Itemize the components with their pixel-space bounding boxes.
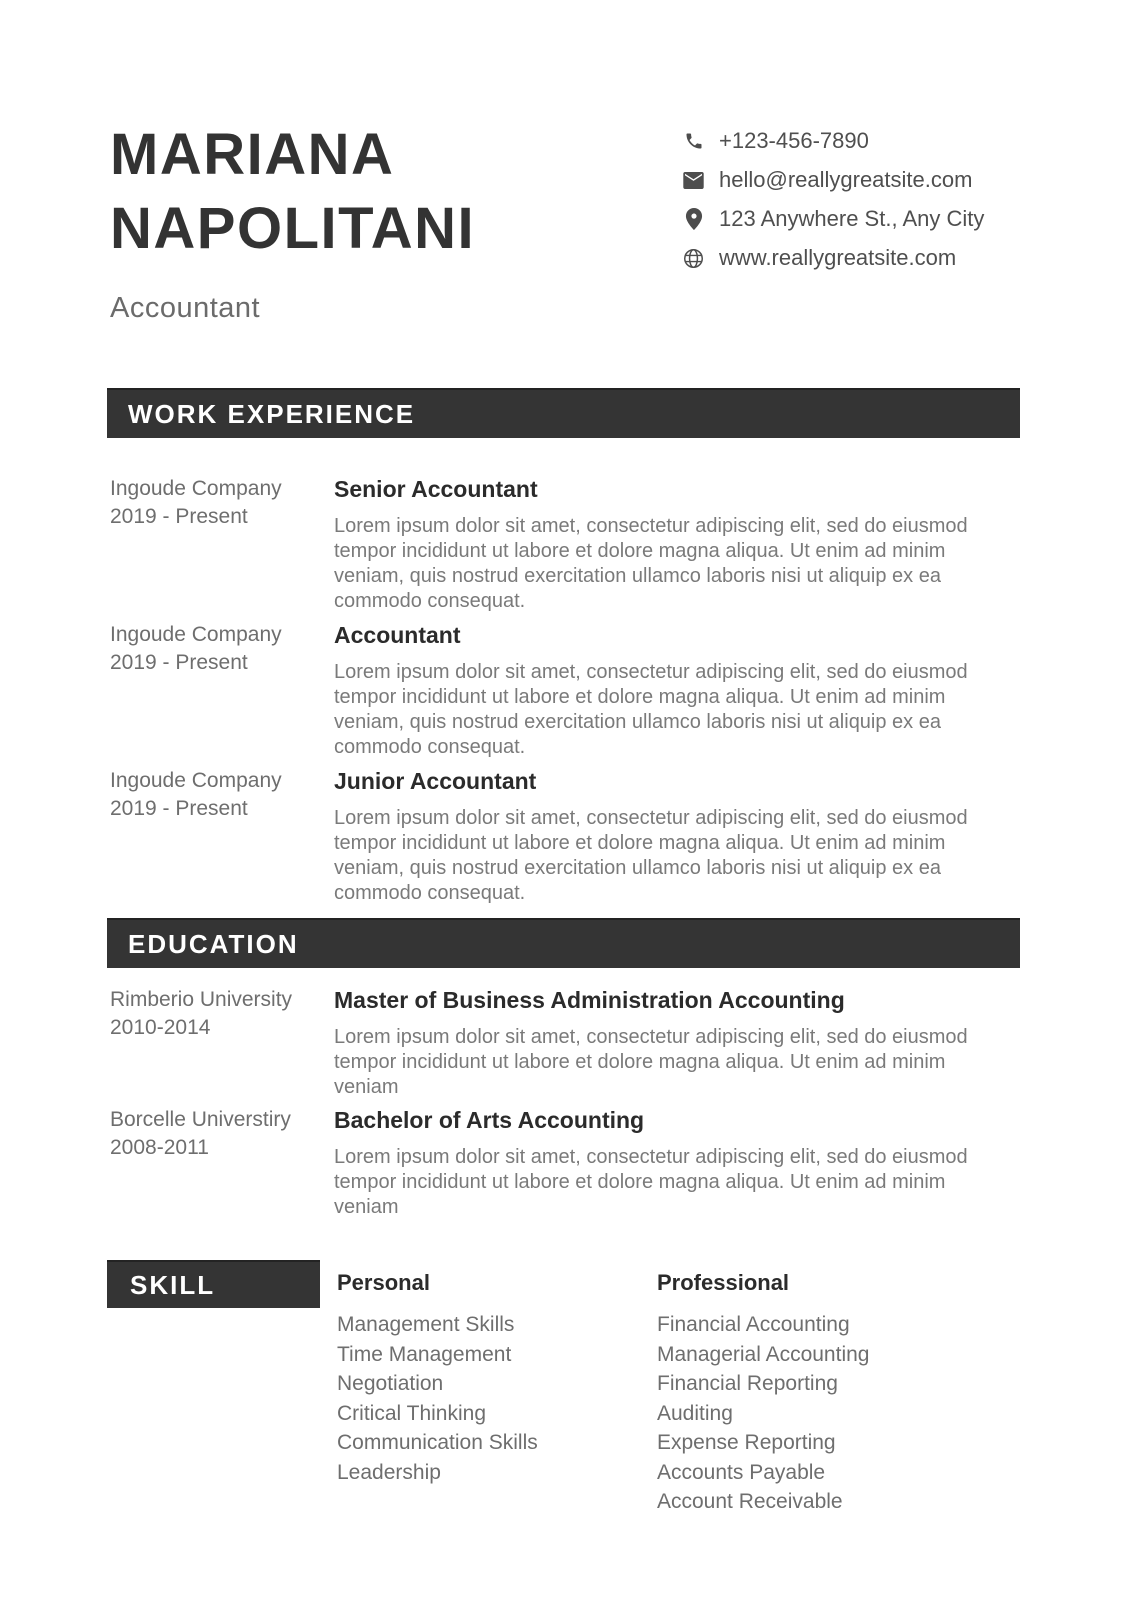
job-position-title: Accountant [334,622,461,648]
date-range: 2019 - Present [110,505,248,528]
education-entry-meta [107,986,334,1100]
skill-item: Expense Reporting [657,1431,836,1454]
name-line-1: MARIANA [110,122,395,187]
skill-item: Critical Thinking [337,1401,486,1425]
skill-item: Leadership [337,1460,441,1484]
contact-block [683,130,984,286]
education-entries [107,986,1020,1220]
personal-skills-header: Personal [337,1270,430,1295]
email-address: hello@reallygreatsite.com [719,167,973,192]
job-description: Lorem ipsum dolor sit amet, consectetur adipiscing elit, sed do eiusmod tempor incididunt ut labore et dolore magna aliqua. Ut enim ad minim veniam, quis nostrud exercitation ullamco laboris nisi ut aliquip ex ea commodo consequat. [334,807,968,904]
job-position-title: Senior Accountant [334,476,538,502]
contact-row-address [683,208,984,230]
phone-number: +123-456-7890 [719,128,869,153]
date-range: 2010-2014 [110,1016,211,1039]
job-description: Lorem ipsum dolor sit amet, consectetur adipiscing elit, sed do eiusmod tempor incididunt ut labore et dolore magna aliqua. Ut enim ad minim veniam, quis nostrud exercitation ullamco laboris nisi ut aliquip ex ea commodo consequat. [334,661,968,758]
skill-item: Communication Skills [337,1431,538,1454]
globe-icon [683,248,704,269]
name-line-2: NAPOLITANI [110,196,476,261]
contact-row-email [683,169,984,191]
education-entry-meta [107,1106,334,1220]
company-name: Ingoude Company [110,623,282,646]
skills-section [107,1260,1020,1517]
degree-description: Lorem ipsum dolor sit amet, consectetur adipiscing elit, sed do eiusmod tempor incididunt ut labore et dolore magna aliqua. Ut enim ad minim veniam [334,1146,968,1218]
education-entry [107,1106,1020,1220]
school-name: Rimberio University [110,988,293,1011]
personal-skills-list [337,1310,657,1487]
professional-skills-column [657,1260,1020,1517]
work-entry [107,475,1020,614]
contact-row-website [683,247,984,269]
company-name: Ingoude Company [110,477,282,500]
education-section-bar [107,918,1020,968]
skill-item: Auditing [657,1401,733,1425]
work-experience-section-title: WORK EXPERIENCE [128,398,416,429]
degree-title: Master of Business Administration Accounting [334,987,845,1013]
skill-item: Management Skills [337,1313,515,1336]
skill-item: Financial Reporting [657,1372,838,1395]
professional-skills-list [657,1310,1020,1517]
education-section-title: EDUCATION [128,928,299,959]
phone-icon [683,131,704,152]
work-entry-meta [107,621,334,760]
professional-skills-header: Professional [657,1270,790,1295]
contact-row-phone [683,130,984,152]
work-entry-body [334,767,984,906]
job-description: Lorem ipsum dolor sit amet, consectetur adipiscing elit, sed do eiusmod tempor incididunt ut labore et dolore magna aliqua. Ut enim ad minim veniam, quis nostrud exercitation ullamco laboris nisi ut aliquip ex ea commodo consequat. [334,515,968,612]
envelope-icon [683,170,704,191]
skill-section-bar [107,1260,320,1308]
job-position-title: Junior Accountant [334,768,537,794]
name-block [110,118,475,325]
date-range: 2019 - Present [110,797,248,820]
skill-item: Managerial Accounting [657,1342,870,1366]
skill-item: Accounts Payable [657,1460,826,1484]
skill-bar-wrap [107,1260,337,1517]
degree-title: Bachelor of Arts Accounting [334,1107,645,1133]
website-url: www.reallygreatsite.com [719,245,957,270]
location-icon [683,209,704,230]
work-entry-body [334,475,984,614]
skill-item: Negotiation [337,1372,444,1395]
job-title: Accountant [110,292,261,324]
work-experience-entries [107,475,1020,906]
education-entry [107,986,1020,1100]
skill-item: Financial Accounting [657,1313,850,1336]
skill-item: Account Receivable [657,1490,843,1513]
degree-description: Lorem ipsum dolor sit amet, consectetur adipiscing elit, sed do eiusmod tempor incididunt ut labore et dolore magna aliqua. Ut enim ad minim veniam [334,1026,968,1098]
main-column [107,388,1020,1517]
skill-section-title: SKILL [130,1269,216,1300]
personal-skills-column [337,1260,657,1517]
work-entry-body [334,621,984,760]
work-entry [107,767,1020,906]
work-entry [107,621,1020,760]
company-name: Ingoude Company [110,769,282,792]
skill-item: Time Management [337,1342,512,1366]
education-entry-body [334,986,984,1100]
street-address: 123 Anywhere St., Any City [719,206,985,231]
work-entry-meta [107,475,334,614]
date-range: 2019 - Present [110,651,248,674]
work-entry-meta [107,767,334,906]
work-experience-section-bar [107,388,1020,438]
education-entry-body [334,1106,984,1220]
school-name: Borcelle Universtiry [110,1108,291,1131]
date-range: 2008-2011 [110,1136,209,1159]
